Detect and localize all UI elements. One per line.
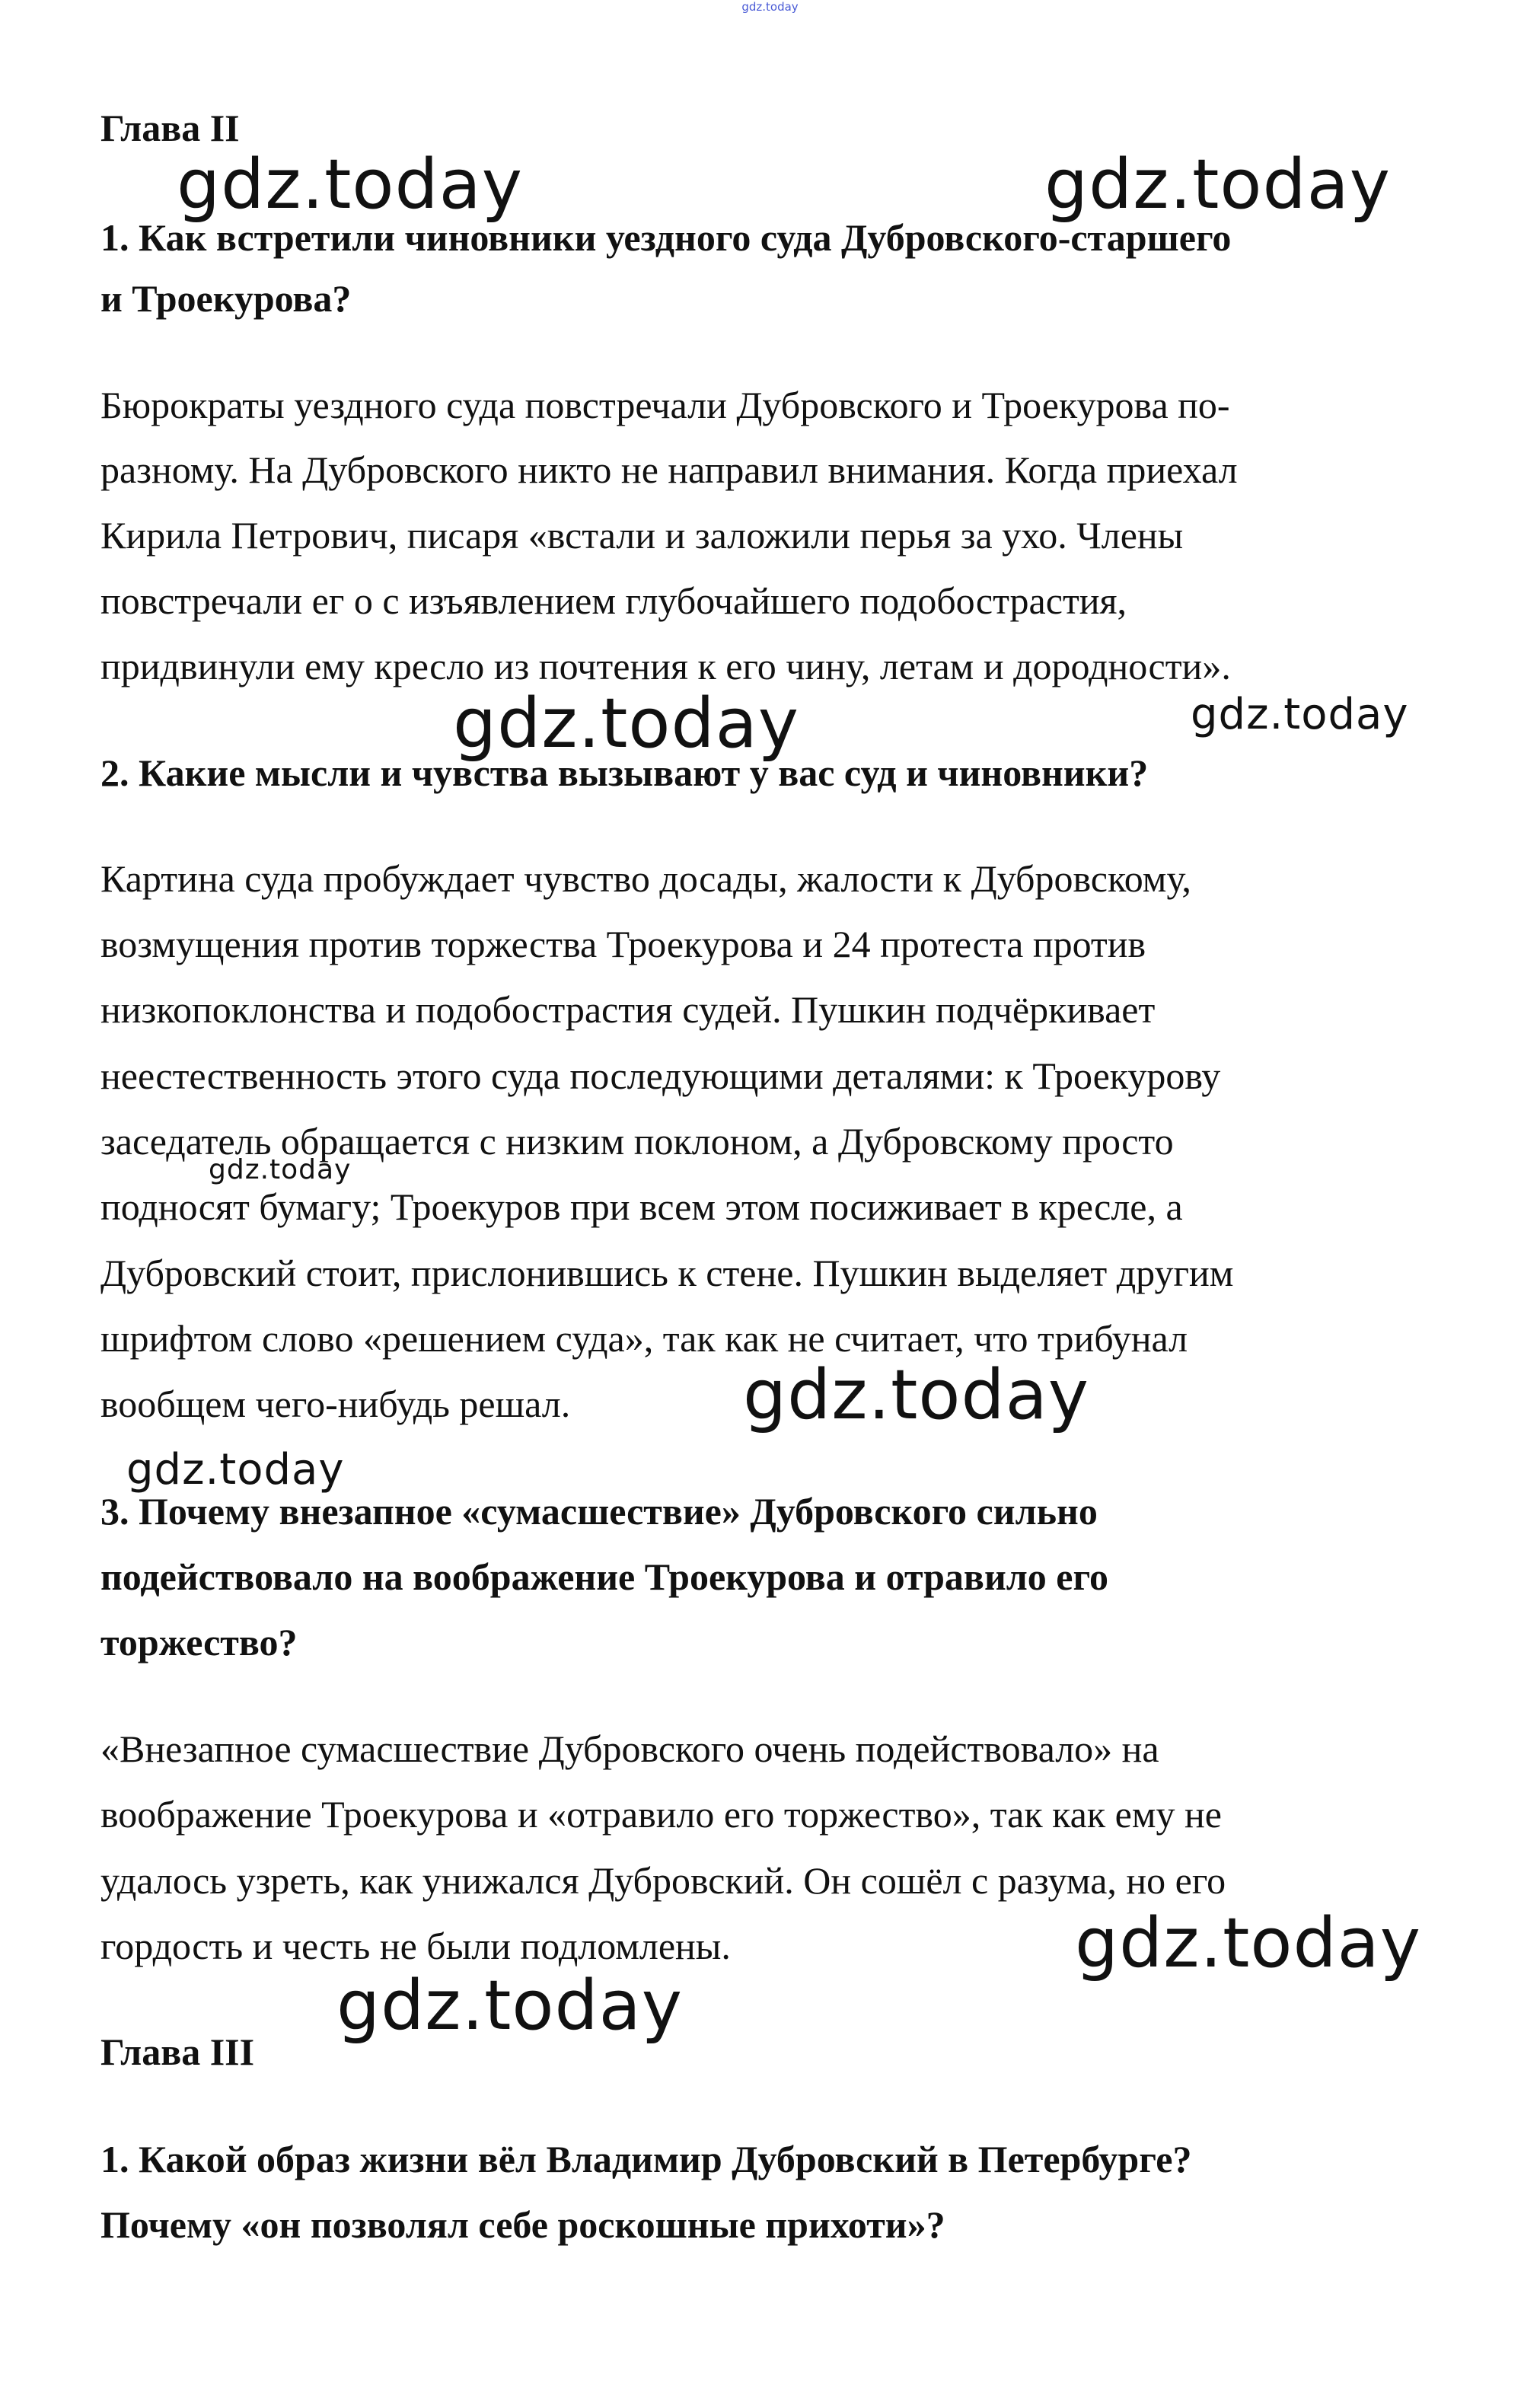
- answer-1-line-1: Бюрократы уездного суда повстречали Дубровского и Троекурова по-: [100, 384, 1230, 426]
- chapter-3-heading: Глава III: [100, 2030, 255, 2073]
- question-1-line-2: и Троекурова?: [100, 277, 352, 320]
- question-1-line-1: 1. Как встретили чиновники уездного суда Дубровского-старшего: [100, 216, 1232, 259]
- watermark: gdz.today: [336, 1966, 684, 2046]
- watermark: gdz.today: [126, 1445, 345, 1494]
- answer-2-line-6: подносят бумагу; Троекуров при всем этом посиживает в кресле, а: [100, 1185, 1183, 1228]
- answer-3-line-2: воображение Троекурова и «отравило его торжество», так как ему не: [100, 1793, 1222, 1836]
- answer-2-line-9: вообщем чего-нибудь решал.: [100, 1383, 571, 1425]
- chapter-3-question-1-line-2: Почему «он позволял себе роскошные прихоти»?: [100, 2203, 945, 2246]
- chapter-2-heading: Глава II: [100, 107, 240, 149]
- watermark: gdz.today: [209, 1154, 352, 1185]
- answer-2-line-1: Картина суда пробуждает чувство досады, жалости к Дубровскому,: [100, 857, 1191, 900]
- answer-3-line-4: гордость и честь не были подломлены.: [100, 1925, 731, 1967]
- answer-2-line-8: шрифтом слово «решением суда», так как не считает, что трибунал: [100, 1317, 1188, 1360]
- answer-2-line-3: низкопоклонства и подобострастия судей. Пушкин подчёркивает: [100, 988, 1156, 1031]
- watermark: gdz.today: [177, 145, 524, 225]
- watermark: gdz.today: [743, 1355, 1090, 1435]
- answer-2-line-4: неестественность этого суда последующими деталями: к Троекурову: [100, 1054, 1221, 1097]
- answer-3-line-3: удалось узреть, как унижался Дубровский. Он сошёл с разума, но его: [100, 1859, 1226, 1902]
- question-3-line-1: 3. Почему внезапное «сумасшествие» Дубровского сильно: [100, 1490, 1098, 1533]
- question-3-line-2: подействовало на воображение Троекурова и отравило его: [100, 1555, 1108, 1598]
- question-2-line-1: 2. Какие мысли и чувства вызывают у вас суд и чиновники?: [100, 751, 1149, 794]
- watermark: gdz.today: [1075, 1903, 1422, 1983]
- watermark: gdz.today: [453, 684, 800, 764]
- question-3-line-3: торжество?: [100, 1621, 298, 1664]
- watermark: gdz.today: [1191, 690, 1409, 739]
- watermark: gdz.today: [1044, 145, 1392, 225]
- answer-1-line-3: Кирила Петрович, писаря «встали и заложили перья за ухо. Члены: [100, 514, 1184, 557]
- answer-3-line-1: «Внезапное сумасшествие Дубровского очень подействовало» на: [100, 1727, 1159, 1770]
- answer-1-line-4: повстречали ег о с изъявлением глубочайшего подобострастия,: [100, 579, 1127, 622]
- answer-1-line-2: разному. На Дубровского никто не направил внимания. Когда приехал: [100, 448, 1238, 491]
- answer-1-line-5: придвинули ему кресло из почтения к его чину, летам и дородности».: [100, 645, 1231, 687]
- answer-2-line-2: возмущения против торжества Троекурова и 24 протеста против: [100, 923, 1146, 965]
- answer-2-line-5: заседатель обращается с низким поклоном, а Дубровскому просто: [100, 1120, 1174, 1163]
- chapter-3-question-1-line-1: 1. Какой образ жизни вёл Владимир Дубровский в Петербурге?: [100, 2138, 1192, 2180]
- site-mark: gdz.today: [741, 0, 799, 14]
- answer-2-line-7: Дубровский стоит, прислонившись к стене. Пушкин выделяет другим: [100, 1252, 1234, 1294]
